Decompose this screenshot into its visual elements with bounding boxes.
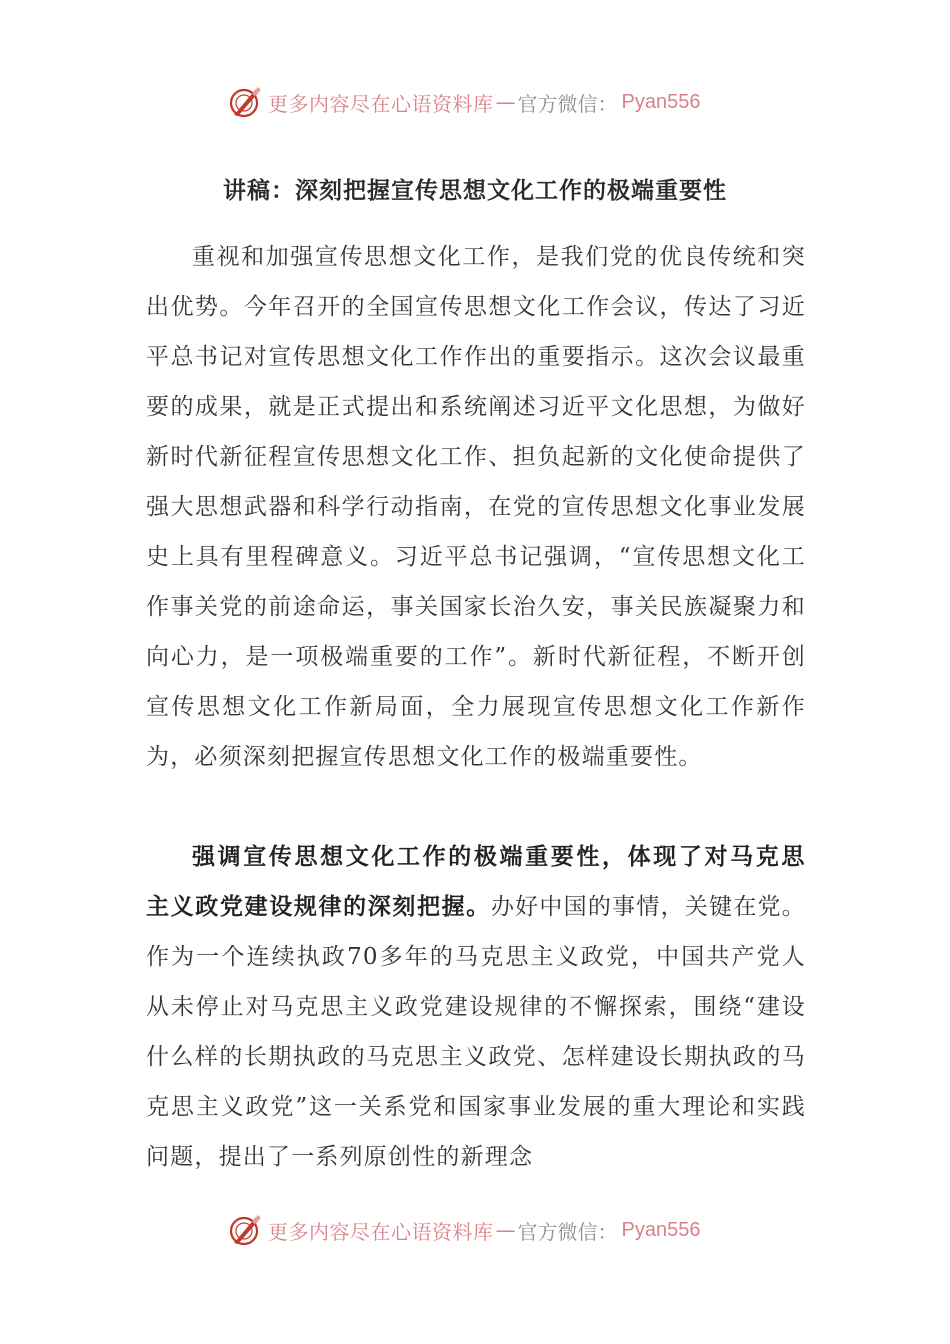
footer-wechat-label: 官方微信： xyxy=(517,1219,618,1244)
footer-dash: — xyxy=(495,1218,516,1242)
footer-wechat-id: Pyan556 xyxy=(621,1218,701,1241)
header-dash: — xyxy=(495,90,516,114)
paragraph-2-rest: 办好中国的事情，关键在党。作为一个连续执政70多年的马克思主义政党，中国共产党人从未停止对马克思主义政党建设规律的不懈探索，围绕“建设什么样的长期执政的马克思主义政党、怎样建设长期执政的马克思主义政党”这一关系党和国家事业发展的重大理论和实践问题，提出了一系列原创性的新理念 xyxy=(146,894,806,1170)
document-title: 讲稿：深刻把握宣传思想文化工作的极端重要性 xyxy=(223,178,727,204)
header-wechat-label: 官方微信： xyxy=(517,91,618,116)
paragraph-2-lead: 强调宣传思想文化工作的极端重要性，体现了对马克思主义政党建设规律的深刻把握。 xyxy=(146,844,806,920)
quill-logo-icon xyxy=(228,1213,262,1247)
footer-tagline: 更多内容尽在心语资料库 xyxy=(268,1219,494,1244)
quill-logo-icon xyxy=(228,85,262,119)
paragraph-1: 重视和加强宣传思想文化工作，是我们党的优良传统和突出优势。今年召开的全国宣传思想文化工作会议，传达了习近平总书记对宣传思想文化工作作出的重要指示。这次会议最重要的成果，就是正式提出和系统阐述习近平文化思想，为做好新时代新征程宣传思想文化工作、担负起新的文化使命提供了强大思想武器和科学行动指南，在党的宣传思想文化事业发展史上具有里程碑意义。习近平总书记强调，“宣传思想文化工作事关党的前途命运，事关国家长治久安，事关民族凝聚力和向心力，是一项极端重要的工作”。新时代新征程，不断开创宣传思想文化工作新局面，全力展现宣传思想文化工作新作为，必须深刻把握宣传思想文化工作的极端重要性。 xyxy=(146,244,806,770)
paragraph-2 xyxy=(146,832,806,1182)
header-banner xyxy=(228,82,788,122)
header-tagline: 更多内容尽在心语资料库 xyxy=(268,91,494,116)
footer-banner xyxy=(228,1210,788,1250)
header-wechat-id: Pyan556 xyxy=(621,90,701,113)
